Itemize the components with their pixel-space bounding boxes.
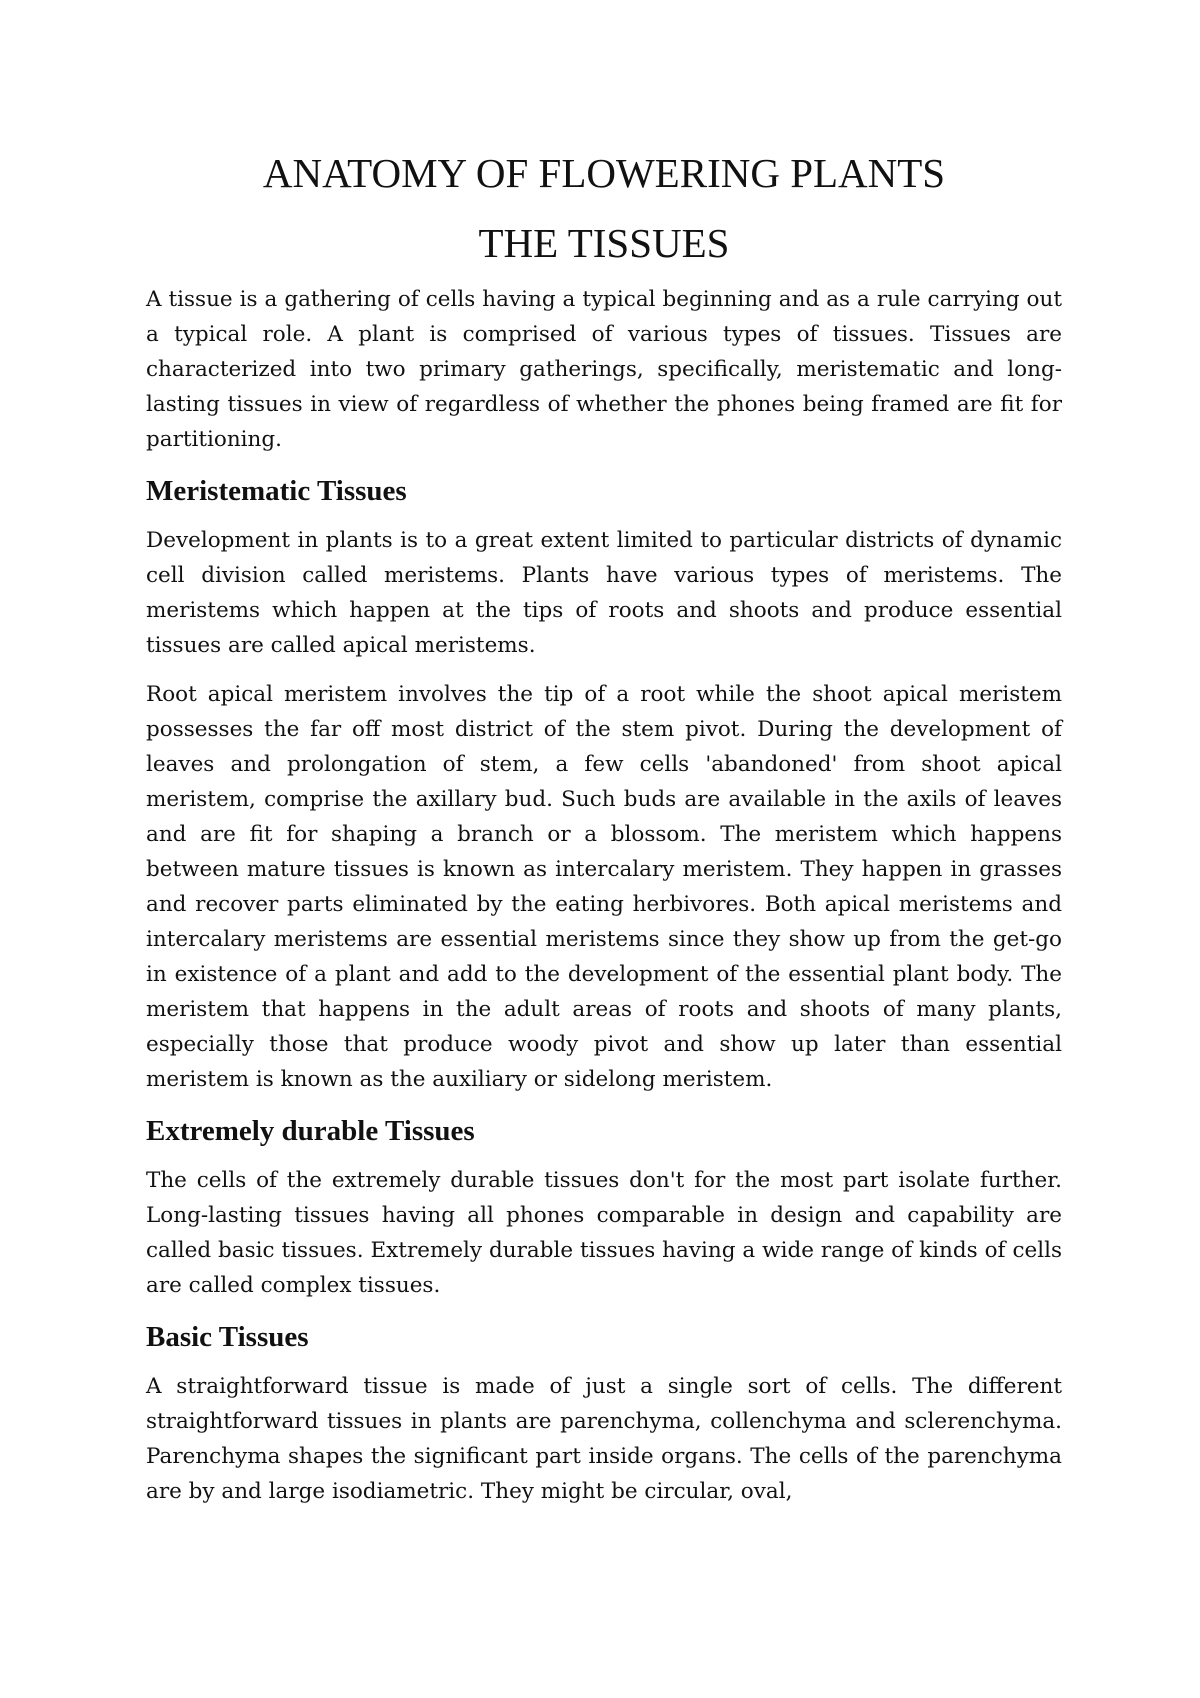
meristematic-paragraph-2: Root apical meristem involves the tip of a root while the shoot apical meristem possesses the far off most district of the stem pivot. During the development of leaves and prolongation of stem, a few cells 'abandoned' from shoot apical meristem, comprise the axillary bud. Such buds are available in the axils of leaves and are fit for shaping a branch or a blossom. The meristem which happens between mature tissues is known as intercalary meristem. They happen in grasses and recover parts eliminated by the eating herbivores. Both apical meristems and intercalary meristems are essential meristems since they show up from the get-go in existence of a plant and add to the development of the essential plant body. The meristem that happens in the adult areas of roots and shoots of many plants, especially those that produce woody pivot and show up later than essential meristem is known as the auxiliary or sidelong meristem. [146, 682, 1062, 1092]
document-subtitle: THE TISSUES [478, 220, 730, 266]
document-body [146, 138, 1062, 1523]
meristematic-paragraph-1: Development in plants is to a great extent limited to particular districts of dynamic cell division called meristems. Plants have various types of meristems. The meristems which happen at the tips of roots and shoots and produce essential tissues are called apical meristems. [146, 528, 1062, 658]
section-heading-basic: Basic Tissues [146, 1321, 309, 1353]
durable-paragraph-1: The cells of the extremely durable tissues don't for the most part isolate further. Long-lasting tissues having all phones comparable in design and capability are called basic tissues. Extremely durable tissues having a wide range of kinds of cells are called complex tissues. [146, 1168, 1062, 1298]
intro-paragraph: A tissue is a gathering of cells having a typical beginning and as a rule carrying out a typical role. A plant is comprised of various types of tissues. Tissues are characterized into two primary gatherings, specifically, meristematic and long-lasting tissues in view of regardless of whether the phones being framed are fit for partitioning. [146, 287, 1062, 452]
section-heading-durable: Extremely durable Tissues [146, 1115, 475, 1147]
document-title: ANATOMY OF FLOWERING PLANTS [262, 150, 946, 196]
basic-paragraph-1: A straightforward tissue is made of just a single sort of cells. The different straightforward tissues in plants are parenchyma, collenchyma and sclerenchyma. Parenchyma shapes the significant part inside organs. The cells of the parenchyma are by and large isodiametric. They might be circular, oval, [146, 1374, 1062, 1504]
section-heading-meristematic: Meristematic Tissues [146, 475, 407, 507]
